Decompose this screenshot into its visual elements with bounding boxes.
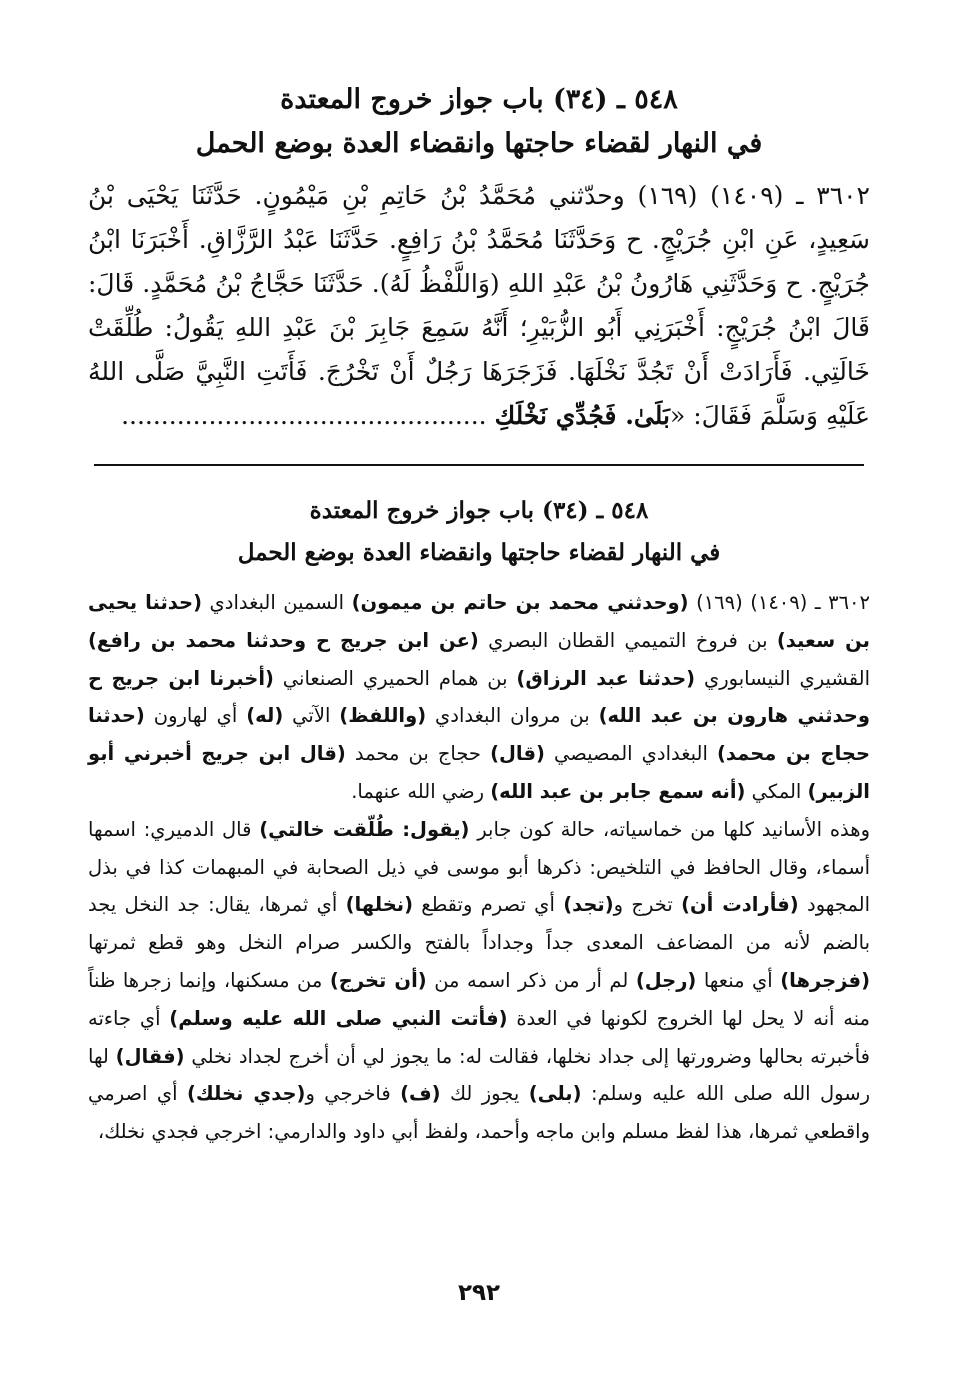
text-run: تخرج و xyxy=(613,893,682,917)
text-run: القشيري النيسابوري xyxy=(695,666,870,690)
text-run: (نخلها) xyxy=(345,893,413,917)
text-run: (أخبرنا ابن جريج ح وحدثني هارون بن عبد الله) xyxy=(88,666,870,728)
text-run: (له) xyxy=(246,704,284,728)
text-run: (ف) xyxy=(400,1082,441,1106)
text-run: وهذه الأسانيد كلها من خماسياته، حالة كون جابر xyxy=(469,817,870,841)
page-number: ٢٩٢ xyxy=(457,1280,501,1306)
text-run: ٣٦٠٢ ـ (١٤٠٩) (١٦٩) xyxy=(688,591,871,614)
commentary-paragraph-2 xyxy=(88,811,870,1151)
chapter-heading xyxy=(88,78,870,166)
text-run: (رجل) xyxy=(635,968,697,992)
page-content xyxy=(88,78,870,1151)
text-run: (واللفظ) xyxy=(339,704,427,728)
text-run: (حدثنا عبد الرزاق) xyxy=(516,666,696,690)
hadith-text xyxy=(88,174,870,438)
text-run: (عن ابن جريج ح وحدثنا محمد بن رافع) xyxy=(88,628,479,652)
text-run: (فقال) xyxy=(115,1044,185,1068)
hadith-body: وحدّثني مُحَمَّدُ بْنُ حَاتِمِ بْنِ مَيْمُونٍ. حَدَّثَنَا يَحْيَى بْنُ سَعِيدٍ، عَنِ ابْنِ جُرَيْجٍ. ح وَحَدَّثَنَا مُحَمَّدُ بْنُ رَافِعٍ. حَدَّثَنَا عَبْدُ الرَّزَّاقِ. أَخْبَرَنَا ابْنُ جُرَيْجٍ. ح وَحَدَّثَنِي هَارُونُ بْنُ عَبْدِ اللهِ (وَاللَّفْظُ لَهُ). حَدَّثَنَا حَجَّاجُ بْنُ مُحَمَّدٍ. قَالَ: قَالَ ابْنُ جُرَيْجٍ: أَخْبَرَنِي أَبُو الزُّبَيْرِ؛ أَنَّهُ سَمِعَ جَابِرَ بْنَ عَبْدِ اللهِ يَقُولُ: طُلِّقَتْ خَالَتِي. فَأَرَادَتْ أَنْ تَجُدَّ نَخْلَهَا. فَزَجَرَهَا رَجُلٌ أَنْ تَخْرُجَ. فَأَتَتِ النَّبِيَّ صَلَّى اللهُ عَلَيْهِ وَسَلَّمَ فَقَالَ: « xyxy=(88,181,870,430)
text-run: (حدثنا حجاج بن محمد) xyxy=(88,704,871,766)
text-run: لم أر من ذكر اسمه من xyxy=(426,968,636,992)
text-run: (فزجرها) xyxy=(780,968,870,992)
text-run: يجوز لك xyxy=(440,1082,529,1106)
text-run: (قال ابن جريج أخبرني أبو الزبير) xyxy=(88,742,870,803)
text-run: أي اصرمي واقطعي ثمرها، هذا لفظ مسلم وابن ماجه وأحمد، ولفظ أبي داود والدارمي: اخرجي فجدي نخلك، xyxy=(88,1082,870,1144)
text-run: قال الدميري: اسمها أسماء، وقال الحافظ في التلخيص: ذكرها أبو موسى في ذيل الصحابة في المبهمات كذا في بذل المجهود xyxy=(88,817,870,917)
text-run: أي تصرم وتقطع xyxy=(413,893,564,917)
text-run: أي لهارون xyxy=(144,704,247,728)
text-run: (فأتت النبي صلى الله عليه وسلم) xyxy=(169,1006,508,1030)
text-run: (أنه سمع جابر بن عبد الله) xyxy=(490,779,746,803)
text-run: (وحدثني محمد بن حاتم بن ميمون) xyxy=(351,591,689,614)
text-run: (فأرادت أن) xyxy=(681,893,799,917)
text-run: بن فروخ التميمي القطان البصري xyxy=(478,628,777,652)
text-run: حجاج بن محمد xyxy=(345,742,491,766)
commentary-heading-line1: ٥٤٨ ـ (٣٤) باب جواز خروج المعتدة xyxy=(309,497,649,524)
text-run: رضي الله عنهما. xyxy=(351,779,491,803)
text-run: الآتي xyxy=(283,704,340,728)
commentary-body xyxy=(88,584,870,1151)
chapter-heading-line1: ٥٤٨ ـ (٣٤) باب جواز خروج المعتدة xyxy=(280,84,678,115)
hadith-prophet-saying: بَلَىٰ. فَجُدِّي نَخْلَكِ xyxy=(494,401,670,430)
commentary-paragraph-1 xyxy=(88,584,870,811)
commentary-heading-line2: في النهار لقضاء حاجتها وانقضاء العدة بوضع الحمل xyxy=(237,539,721,566)
text-run: أي ثمرها، يقال: جد النخل يجد بالضم لأنه من المضاعف المعدى جداً وجداداً بالفتح والكسر صرام النخل وهو قطع ثمرتها xyxy=(88,893,870,955)
text-run: السمين البغدادي xyxy=(202,591,352,614)
text-run: أي منعها xyxy=(696,968,781,992)
hadith-number: ٣٦٠٢ ـ (١٤٠٩) (١٦٩) xyxy=(637,181,870,210)
hadith-ellipsis: .............................................. xyxy=(121,401,487,430)
chapter-heading-line2: في النهار لقضاء حاجتها وانقضاء العدة بوضع الحمل xyxy=(195,128,763,159)
text-run: من مسكنها، وإنما زجرها ظناً منه أنه لا يحل لها الخروج لكونها في العدة xyxy=(88,968,871,1030)
text-run: المكي xyxy=(745,779,808,803)
text-run: البغدادي المصيصي xyxy=(544,742,717,766)
text-run: أي جاءته فأخبرته بحالها وضرورتها إلى جداد نخلها، فقالت له: ما يجوز لي أن أخرج لجداد نخلي xyxy=(88,1006,870,1068)
text-run: لها رسول الله صلى الله عليه وسلم: xyxy=(88,1044,870,1106)
text-run: (حدثنا يحيى بن سعيد) xyxy=(88,591,870,652)
text-run: (تجد) xyxy=(563,893,614,917)
section-divider xyxy=(94,464,864,466)
text-run: (أن تخرج) xyxy=(329,968,427,992)
text-run: بن مروان البغدادي xyxy=(426,704,599,728)
commentary-heading xyxy=(88,490,870,574)
text-run: فاخرجي و xyxy=(305,1082,401,1106)
text-run: بن همام الحميري الصنعاني xyxy=(273,666,517,690)
text-run: (بلى) xyxy=(528,1082,582,1106)
text-run: (قال) xyxy=(490,742,545,766)
text-run: (جدي نخلك) xyxy=(186,1082,306,1106)
text-run: (يقول: طُلّقت خالتي) xyxy=(259,817,470,841)
